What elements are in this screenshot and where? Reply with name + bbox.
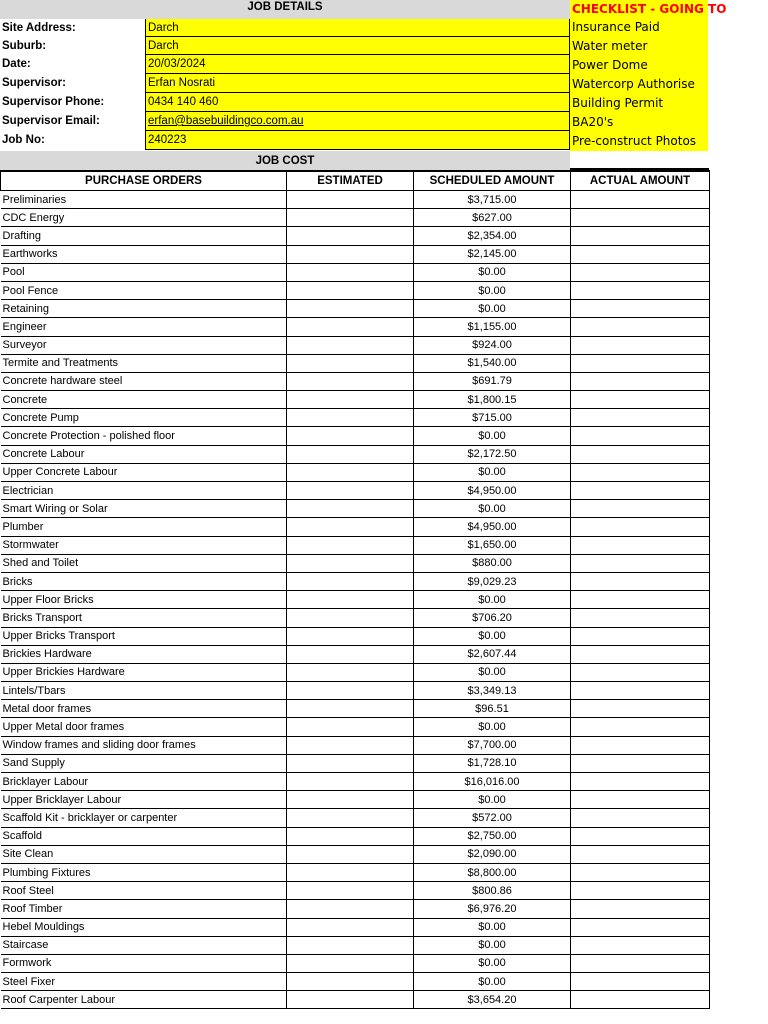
job-cost-row [1,827,710,845]
actual-amount-cell [571,736,710,754]
job-cost-row [1,245,710,263]
purchase-order-cell: Sand Supply [1,754,287,772]
scheduled-amount-cell: $7,700.00 [414,736,571,754]
estimated-cell [287,645,414,663]
job-detail-value: 0434 140 460 [145,93,570,112]
scheduled-amount-cell: $1,540.00 [414,354,571,372]
estimated-cell [287,627,414,645]
job-cost-row [1,336,710,354]
purchase-order-cell: Concrete Labour [1,445,287,463]
purchase-order-cell: Concrete Protection - polished floor [1,427,287,445]
purchase-order-cell: Upper Concrete Labour [1,463,287,481]
job-cost-row [1,645,710,663]
scheduled-amount-cell: $0.00 [414,954,571,972]
purchase-order-cell: Hebel Mouldings [1,918,287,936]
estimated-cell [287,718,414,736]
purchase-order-cell: Upper Brickies Hardware [1,663,287,681]
actual-amount-cell [571,281,710,299]
scheduled-amount-cell: $2,172.50 [414,445,571,463]
actual-amount-cell [571,227,710,245]
job-detail-label: Supervisor Phone: [2,96,105,108]
actual-amount-cell [571,572,710,590]
job-cost-row [1,281,710,299]
job-cost-row [1,700,710,718]
job-cost-row [1,918,710,936]
estimated-cell [287,227,414,245]
job-cost-row [1,900,710,918]
estimated-cell [287,318,414,336]
job-cost-title: JOB COST [255,155,315,167]
scheduled-amount-cell: $96.51 [414,700,571,718]
purchase-order-cell: Upper Floor Bricks [1,591,287,609]
actual-amount-cell [571,863,710,881]
job-cost-row [1,463,710,481]
scheduled-amount-cell: $0.00 [414,300,571,318]
actual-amount-cell [571,700,710,718]
job-cost-row [1,609,710,627]
checklist-item: BA20's [570,113,708,132]
purchase-order-cell: Scaffold Kit - bricklayer or carpenter [1,809,287,827]
job-cost-row [1,391,710,409]
job-cost-row [1,736,710,754]
actual-amount-cell [571,754,710,772]
actual-amount-cell [571,918,710,936]
purchase-order-cell: Engineer [1,318,287,336]
purchase-order-cell: Upper Bricklayer Labour [1,791,287,809]
estimated-cell [287,954,414,972]
job-detail-value: Erfan Nosrati [145,74,570,93]
scheduled-amount-cell: $0.00 [414,427,571,445]
job-cost-row [1,536,710,554]
estimated-cell [287,700,414,718]
purchase-order-cell: Surveyor [1,336,287,354]
actual-amount-cell [571,463,710,481]
scheduled-amount-cell: $0.00 [414,936,571,954]
actual-amount-cell [571,300,710,318]
actual-amount-cell [571,809,710,827]
actual-amount-cell [571,609,710,627]
purchase-order-cell: CDC Energy [1,209,287,227]
actual-amount-cell [571,936,710,954]
estimated-cell [287,827,414,845]
column-header-purchase-orders: PURCHASE ORDERS [1,171,287,191]
job-cost-row [1,754,710,772]
scheduled-amount-cell: $0.00 [414,718,571,736]
actual-amount-cell [571,954,710,972]
scheduled-amount-cell: $2,354.00 [414,227,571,245]
estimated-cell [287,245,414,263]
job-cost-row [1,572,710,590]
scheduled-amount-cell: $0.00 [414,973,571,991]
checklist-title: CHECKLIST - GOING TO [572,2,727,16]
estimated-cell [287,572,414,590]
column-header-actual-amount: ACTUAL AMOUNT [571,171,710,191]
job-cost-row [1,991,710,1009]
estimated-cell [287,409,414,427]
scheduled-amount-cell: $1,650.00 [414,536,571,554]
checklist-item: Water meter [570,37,708,56]
estimated-cell [287,518,414,536]
job-details-title: JOB DETAILS [247,1,323,13]
job-cost-body [1,191,710,1009]
job-cost-row [1,663,710,681]
estimated-cell [287,391,414,409]
estimated-cell [287,300,414,318]
scheduled-amount-cell: $8,800.00 [414,863,571,881]
actual-amount-cell [571,245,710,263]
job-detail-label: Suburb: [2,40,47,52]
purchase-order-cell: Smart Wiring or Solar [1,500,287,518]
job-cost-row [1,409,710,427]
job-cost-row [1,445,710,463]
job-cost-row [1,973,710,991]
actual-amount-cell [571,191,710,209]
scheduled-amount-cell: $3,715.00 [414,191,571,209]
job-cost-row [1,845,710,863]
actual-amount-cell [571,682,710,700]
checklist-item: Building Permit [570,94,708,113]
job-cost-row [1,191,710,209]
job-cost-row [1,372,710,390]
purchase-order-cell: Concrete Pump [1,409,287,427]
estimated-cell [287,754,414,772]
job-cost-row [1,318,710,336]
scheduled-amount-cell: $880.00 [414,554,571,572]
actual-amount-cell [571,554,710,572]
purchase-order-cell: Drafting [1,227,287,245]
actual-amount-cell [571,354,710,372]
actual-amount-cell [571,445,710,463]
scheduled-amount-cell: $2,090.00 [414,845,571,863]
scheduled-amount-cell: $4,950.00 [414,482,571,500]
job-detail-value: Darch [145,19,570,37]
purchase-order-cell: Window frames and sliding door frames [1,736,287,754]
purchase-order-cell: Formwork [1,954,287,972]
estimated-cell [287,209,414,227]
scheduled-amount-cell: $0.00 [414,500,571,518]
job-cost-row [1,354,710,372]
scheduled-amount-cell: $1,728.10 [414,754,571,772]
job-cost-row [1,554,710,572]
estimated-cell [287,736,414,754]
job-cost-row [1,427,710,445]
purchase-order-cell: Scaffold [1,827,287,845]
purchase-order-cell: Metal door frames [1,700,287,718]
scheduled-amount-cell: $627.00 [414,209,571,227]
actual-amount-cell [571,536,710,554]
purchase-order-cell: Upper Bricks Transport [1,627,287,645]
scheduled-amount-cell: $1,155.00 [414,318,571,336]
job-cost-row [1,936,710,954]
actual-amount-cell [571,409,710,427]
purchase-order-cell: Preliminaries [1,191,287,209]
job-cost-row [1,791,710,809]
purchase-order-cell: Termite and Treatments [1,354,287,372]
actual-amount-cell [571,391,710,409]
purchase-order-cell: Staircase [1,936,287,954]
scheduled-amount-cell: $3,654.20 [414,991,571,1009]
purchase-order-cell: Plumbing Fixtures [1,863,287,881]
actual-amount-cell [571,591,710,609]
scheduled-amount-cell: $0.00 [414,263,571,281]
actual-amount-cell [571,318,710,336]
actual-amount-cell [571,991,710,1009]
job-cost-row [1,882,710,900]
estimated-cell [287,882,414,900]
purchase-order-cell: Concrete hardware steel [1,372,287,390]
scheduled-amount-cell: $2,145.00 [414,245,571,263]
actual-amount-cell [571,518,710,536]
checklist-item: Power Dome [570,56,708,75]
job-detail-value: 20/03/2024 [145,55,570,74]
estimated-cell [287,191,414,209]
estimated-cell [287,536,414,554]
column-header-estimated: ESTIMATED [287,171,414,191]
purchase-order-cell: Retaining [1,300,287,318]
estimated-cell [287,445,414,463]
job-cost-row [1,500,710,518]
scheduled-amount-cell: $16,016.00 [414,773,571,791]
job-detail-value: Darch [145,37,570,55]
actual-amount-cell [571,882,710,900]
estimated-cell [287,973,414,991]
actual-amount-cell [571,500,710,518]
purchase-order-cell: Bricks Transport [1,609,287,627]
scheduled-amount-cell: $0.00 [414,591,571,609]
job-cost-row [1,591,710,609]
estimated-cell [287,263,414,281]
actual-amount-cell [571,372,710,390]
estimated-cell [287,482,414,500]
actual-amount-cell [571,482,710,500]
checklist-item: Watercorp Authorise [570,75,708,94]
job-cost-row [1,209,710,227]
purchase-order-cell: Brickies Hardware [1,645,287,663]
scheduled-amount-cell: $800.86 [414,882,571,900]
actual-amount-cell [571,645,710,663]
purchase-order-cell: Bricks [1,572,287,590]
actual-amount-cell [571,773,710,791]
estimated-cell [287,682,414,700]
scheduled-amount-cell: $1,800.15 [414,391,571,409]
estimated-cell [287,354,414,372]
scheduled-amount-cell: $0.00 [414,791,571,809]
estimated-cell [287,773,414,791]
actual-amount-cell [571,845,710,863]
job-cost-row [1,627,710,645]
job-cost-row [1,809,710,827]
purchase-order-cell: Pool Fence [1,281,287,299]
purchase-order-cell: Site Clean [1,845,287,863]
purchase-order-cell: Earthworks [1,245,287,263]
estimated-cell [287,809,414,827]
actual-amount-cell [571,627,710,645]
scheduled-amount-cell: $715.00 [414,409,571,427]
job-cost-row [1,227,710,245]
job-cost-row [1,718,710,736]
scheduled-amount-cell: $2,750.00 [414,827,571,845]
actual-amount-cell [571,900,710,918]
scheduled-amount-cell: $4,950.00 [414,518,571,536]
actual-amount-cell [571,209,710,227]
estimated-cell [287,918,414,936]
purchase-order-cell: Roof Steel [1,882,287,900]
purchase-order-cell: Plumber [1,518,287,536]
job-cost-row [1,263,710,281]
supervisor-email-link[interactable]: erfan@basebuildingco.com.au [148,115,304,127]
estimated-cell [287,500,414,518]
purchase-order-cell: Roof Timber [1,900,287,918]
job-cost-row [1,518,710,536]
actual-amount-cell [571,663,710,681]
actual-amount-cell [571,827,710,845]
purchase-order-cell: Electrician [1,482,287,500]
purchase-order-cell: Upper Metal door frames [1,718,287,736]
scheduled-amount-cell: $572.00 [414,809,571,827]
job-cost-header-row [1,171,710,191]
estimated-cell [287,936,414,954]
scheduled-amount-cell: $0.00 [414,627,571,645]
scheduled-amount-cell: $0.00 [414,281,571,299]
job-cost-row [1,682,710,700]
purchase-order-cell: Steel Fixer [1,973,287,991]
scheduled-amount-cell: $0.00 [414,918,571,936]
estimated-cell [287,863,414,881]
actual-amount-cell [571,973,710,991]
job-detail-label: Date: [2,58,31,70]
estimated-cell [287,554,414,572]
scheduled-amount-cell: $924.00 [414,336,571,354]
job-detail-label: Supervisor: [2,77,66,89]
column-header-scheduled-amount: SCHEDULED AMOUNT [414,171,571,191]
job-detail-label: Supervisor Email: [2,115,100,127]
estimated-cell [287,609,414,627]
scheduled-amount-cell: $3,349.13 [414,682,571,700]
estimated-cell [287,845,414,863]
purchase-order-cell: Bricklayer Labour [1,773,287,791]
estimated-cell [287,791,414,809]
job-cost-row [1,482,710,500]
actual-amount-cell [571,427,710,445]
purchase-order-cell: Pool [1,263,287,281]
scheduled-amount-cell: $691.79 [414,372,571,390]
job-detail-label: Job No: [2,134,45,146]
scheduled-amount-cell: $706.20 [414,609,571,627]
job-cost-row [1,300,710,318]
scheduled-amount-cell: $6,976.20 [414,900,571,918]
purchase-order-cell: Shed and Toilet [1,554,287,572]
job-detail-value: 240223 [145,131,570,150]
scheduled-amount-cell: $2,607.44 [414,645,571,663]
estimated-cell [287,463,414,481]
job-detail-value[interactable] [145,112,570,131]
actual-amount-cell [571,718,710,736]
estimated-cell [287,663,414,681]
scheduled-amount-cell: $9,029.23 [414,572,571,590]
checklist-item: Pre-construct Photos [570,132,708,151]
estimated-cell [287,281,414,299]
job-cost-row [1,863,710,881]
checklist-item: Insurance Paid [570,18,708,37]
estimated-cell [287,591,414,609]
estimated-cell [287,427,414,445]
job-cost-row [1,954,710,972]
purchase-order-cell: Lintels/Tbars [1,682,287,700]
purchase-order-cell: Stormwater [1,536,287,554]
estimated-cell [287,372,414,390]
scheduled-amount-cell: $0.00 [414,463,571,481]
job-cost-row [1,773,710,791]
actual-amount-cell [571,263,710,281]
estimated-cell [287,900,414,918]
actual-amount-cell [571,791,710,809]
actual-amount-cell [571,336,710,354]
estimated-cell [287,991,414,1009]
purchase-order-cell: Roof Carpenter Labour [1,991,287,1009]
job-cost-table [0,170,710,1009]
job-detail-label: Site Address: [2,22,76,34]
scheduled-amount-cell: $0.00 [414,663,571,681]
estimated-cell [287,336,414,354]
purchase-order-cell: Concrete [1,391,287,409]
